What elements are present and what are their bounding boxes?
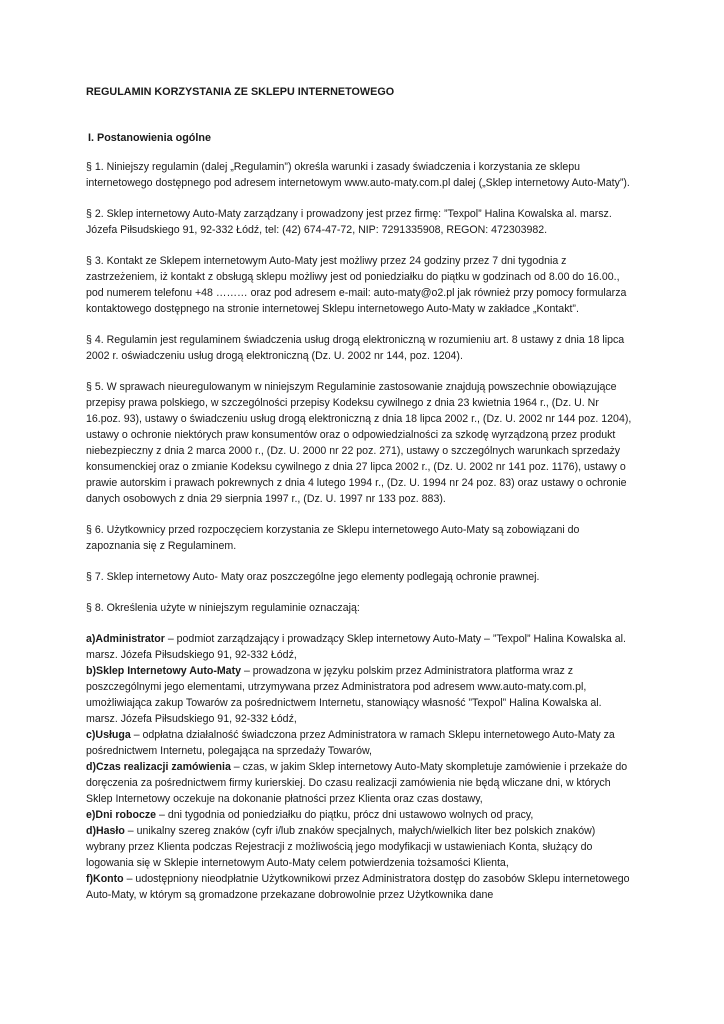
paragraph-4: § 4. Regulamin jest regulaminem świadczenia usług drogą elektroniczną w rozumieniu art. 8 ustawy z dnia 18 lipca 2002 r. oświadczeniu usług drogą elektroniczną (Dz. U. 2002 nr 144, poz. 1204). [86, 334, 625, 362]
definition-term: e)Dni robocze [86, 809, 157, 821]
definition-text: – udostępniony nieodpłatnie Użytkownikowi przez Administratora dostęp do zasobów Sklepu internetowego Auto-Maty, w którym są gromadzone przekazane dobrowolnie przez Użytkownika dane [86, 873, 630, 901]
definition-text: – odpłatna działalność świadczona przez Administratora w ramach Sklepu internetowego Auto-Maty za pośrednictwem Internetu, polegająca na sprzedaży Towarów, [86, 729, 615, 757]
definition-text: – prowadzona w języku polskim przez Administratora platforma wraz z poszczególnymi jego elementami, utrzymywana przez Administratora pod adresem www.auto-maty.com.pl, umożliwiająca zakup Towarów za pośrednictwem Internetu, stanowiący własność ”Texpol” Halina Kowalska al. marsz. Józefa Piłsudskiego 91, 92-332 Łódź, [86, 665, 602, 725]
definition-term: c)Usługa [86, 729, 131, 741]
definition-item [86, 759, 634, 807]
definition-text: – dni tygodnia od poniedziałku do piątku, prócz dni ustawowo wolnych od pracy, [156, 809, 534, 821]
paragraph-5: § 5. W sprawach nieuregulowanym w niniejszym Regulaminie zastosowanie znajdują powszechnie obowiązujące przepisy prawa polskiego, w szczególności przepisy Kodeksu cywilnego z dnia 23 kwietnia 1964 r., (Dz. U. Nr 16.poz. 93), ustawy o świadczeniu usług drogą elektroniczną z dnia 18 lipca 2002 r., (Dz. U. 2002 nr 144 poz. 1204), ustawy o ochronie niektórych praw konsumentów oraz o odpowiedzialności za szkodę wyrządzoną przez produkt niebezpieczny z dnia 2 marca 2000 r., (Dz. U. 2000 nr 22 poz. 271), ustawy o szczególnych warunkach sprzedaży konsumenckiej oraz o zmianie Kodeksu cywilnego z dnia 27 lipca 2002 r., (Dz. U. 2002 nr 141 poz. 1176), ustawy o prawie autorskim i prawach pokrewnych z dnia 4 lutego 1994 r., (Dz. U. 1994 nr 24 poz. 83) oraz ustawy o ochronie danych osobowych z dnia 29 sierpnia 1997 r., (Dz. U. 1997 nr 133 poz. 883). [86, 381, 632, 505]
definition-text: – unikalny szereg znaków (cyfr i/lub znaków specjalnych, małych/wielkich liter bez polskich znaków) wybrany przez Klienta podczas Rejestracji z możliwością jego modyfikacji w ustawieniach Konta, służący do logowania się w Sklepie internetowym Auto-Maty celem potwierdzenia tożsamości Klienta, [86, 825, 596, 869]
paragraph-7: § 7. Sklep internetowy Auto- Maty oraz poszczególne jego elementy podlegają ochronie prawnej. [86, 571, 540, 583]
definition-term: d)Czas realizacji zamówienia [86, 761, 231, 773]
definition-term: d)Hasło [86, 825, 125, 837]
paragraph-3: § 3. Kontakt ze Sklepem internetowym Auto-Maty jest możliwy przez 24 godziny przez 7 dni tygodnia z zastrzeżeniem, iż kontakt z obsługą sklepu możliwy jest od poniedziałku do piątku w godzinach od 8.00 do 16.00., pod numerem telefonu +48 ……… oraz pod adresem e-mail: auto-maty@o2.pl jak również przy pomocy formularza kontaktowego dostępnego na stronie internetowej Sklepu internetowego Auto-Maty w zakładce „Kontakt”. [86, 255, 627, 315]
definition-text: – podmiot zarządzający i prowadzący Sklep internetowy Auto-Maty – ”Texpol” Halina Kowalska al. marsz. Józefa Piłsudskiego 91, 92-332 Łódź, [86, 633, 626, 661]
definition-term: f)Konto [86, 873, 124, 885]
definition-term: b)Sklep Internetowy Auto-Maty [86, 665, 241, 677]
section-title: I. Postanowienia ogólne [88, 132, 211, 144]
definition-item [86, 871, 634, 903]
definition-item [86, 663, 634, 727]
paragraph-8: § 8. Określenia użyte w niniejszym regulaminie oznaczają: [86, 602, 360, 614]
definition-text: – czas, w jakim Sklep internetowy Auto-Maty skompletuje zamówienie i przekaże do doręczenia za pośrednictwem firmy kurierskiej. Do czasu realizacji zamówienia nie będą wliczane dni, w których Sklep Internetowy oczekuje na dokonanie płatności przez Klienta oraz czas dostawy, [86, 761, 628, 805]
definition-item [86, 823, 634, 871]
definition-item [86, 631, 634, 663]
document-title: REGULAMIN KORZYSTANIA ZE SKLEPU INTERNETOWEGO [86, 86, 395, 98]
definition-item [86, 727, 634, 759]
definitions-list [86, 631, 634, 903]
definition-item [86, 807, 634, 823]
paragraph-1: § 1. Niniejszy regulamin (dalej „Regulamin”) określa warunki i zasady świadczenia i korzystania ze sklepu internetowego dostępnego pod adresem internetowym www.auto-maty.com.pl dalej („Sklep internetowy Auto-Maty”). [86, 161, 630, 189]
paragraph-2: § 2. Sklep internetowy Auto-Maty zarządzany i prowadzony jest przez firmę: ”Texpol” Halina Kowalska al. marsz. Józefa Piłsudskiego 91, 92-332 Łódź, tel: (42) 674-47-72, NIP: 7291335908, REGON: 472303982. [86, 208, 612, 236]
definition-term: a)Administrator [86, 633, 165, 645]
paragraph-6: § 6. Użytkownicy przed rozpoczęciem korzystania ze Sklepu internetowego Auto-Maty są zobowiązani do zapoznania się z Regulaminem. [86, 524, 580, 552]
